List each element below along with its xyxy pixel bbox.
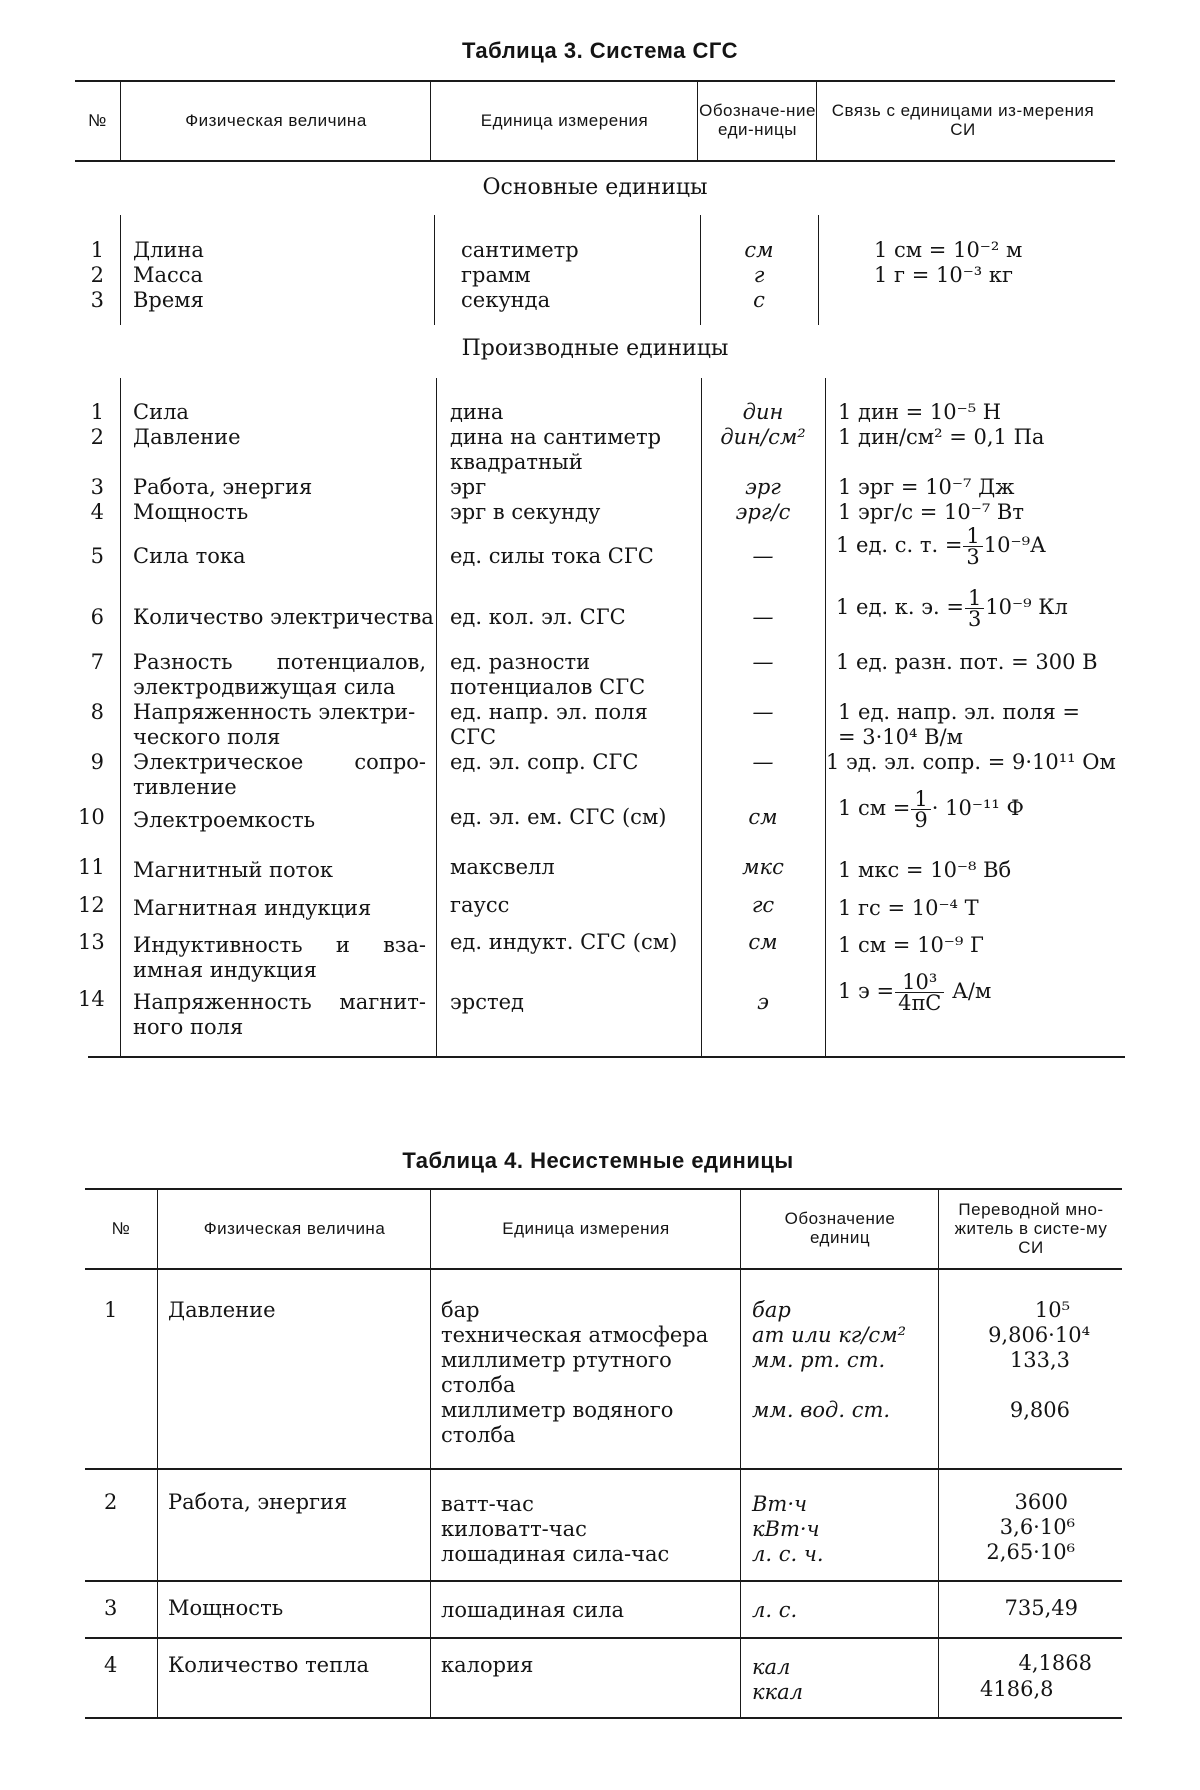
table3-derived-divider xyxy=(436,378,437,1056)
derived-row-quantity: ного поля xyxy=(133,1015,244,1039)
derived-row-num: 8 xyxy=(90,700,104,724)
si-numerator: 1 xyxy=(967,586,982,610)
table4-factor-line: 3600 xyxy=(1014,1490,1068,1514)
table4-row-quantity: Работа, энергия xyxy=(168,1490,348,1514)
table4-row-num: 1 xyxy=(104,1298,118,1322)
derived-row-num: 4 xyxy=(90,500,104,524)
table4-factor-line: 133,3 xyxy=(1009,1348,1070,1372)
derived-row-num: 5 xyxy=(90,544,104,568)
table4-symbol-line: ккал xyxy=(752,1680,803,1704)
derived-row-num: 13 xyxy=(78,930,105,954)
derived-row-si: 1 дин/см² = 0,1 Па xyxy=(838,425,1045,449)
derived-row-unit: эрг xyxy=(450,475,487,499)
derived-row-unit: ед. напр. эл. поля xyxy=(450,700,648,724)
si-denominator: 9 xyxy=(911,809,930,830)
table4-header-divider xyxy=(430,1188,431,1268)
derived-row-quantity: Индуктивность и вза- xyxy=(133,933,426,957)
table4-divider xyxy=(938,1468,939,1580)
derived-row-symbol: э xyxy=(757,990,769,1014)
derived-row-unit: максвелл xyxy=(450,855,555,879)
table4-header-divider xyxy=(157,1188,158,1268)
derived-row-quantity: Количество электричества xyxy=(133,605,434,629)
derived-row-symbol: эрг xyxy=(745,475,781,499)
derived-row-si xyxy=(836,526,1046,567)
si-numerator: 1 xyxy=(914,787,928,811)
table3-header-rule xyxy=(75,160,1115,162)
derived-row-quantity: Электроемкость xyxy=(133,808,316,832)
derived-row-si xyxy=(838,972,991,1013)
table4-unit-line: лошадиная сила xyxy=(441,1598,625,1622)
si-suffix: · 10⁻¹¹ Ф xyxy=(931,796,1024,820)
derived-row-symbol: — xyxy=(752,750,774,774)
table4-group-rule xyxy=(85,1580,1122,1582)
table4-divider xyxy=(740,1637,741,1717)
table4-header-symbol: Обозначение единиц xyxy=(784,1209,896,1247)
table4-row-quantity: Мощность xyxy=(168,1596,284,1620)
table4-title: Таблица 4. Несистемные единицы xyxy=(402,1148,794,1173)
table4-divider xyxy=(157,1468,158,1580)
table4-divider xyxy=(740,1268,741,1468)
table4-group-rule xyxy=(85,1637,1122,1639)
derived-row-symbol: см xyxy=(748,930,778,954)
si-suffix: А/м xyxy=(952,979,992,1003)
derived-row-unit: ед. силы тока СГС xyxy=(450,544,654,568)
table4-header-rule xyxy=(85,1268,1122,1270)
derived-row-symbol: см xyxy=(748,805,778,829)
table4-unit-line: калория xyxy=(441,1653,534,1677)
table4-header-quantity: Физическая величина xyxy=(203,1218,386,1238)
table4-divider xyxy=(938,1268,939,1468)
base-row-quantity: Время xyxy=(133,288,204,312)
derived-row-unit: ед. эл. ем. СГС (см) xyxy=(450,805,667,829)
derived-row-unit: потенциалов СГС xyxy=(450,675,646,699)
derived-row-quantity: Напряженность электри- xyxy=(133,700,416,724)
derived-row-unit: квадратный xyxy=(450,450,583,474)
table4-symbol-line: мм. рт. ст. xyxy=(752,1348,886,1372)
table4-symbol-line: л. с. xyxy=(752,1598,798,1622)
table4-row-quantity: Количество тепла xyxy=(168,1653,369,1677)
table4-divider xyxy=(938,1637,939,1717)
derived-row-quantity: тивление xyxy=(133,775,237,799)
derived-row-unit: эрг в секунду xyxy=(450,500,601,524)
derived-row-si xyxy=(838,789,1024,830)
derived-row-si: 1 мкс = 10⁻⁸ Вб xyxy=(838,858,1012,882)
table3-base-divider xyxy=(434,215,435,325)
table4-divider xyxy=(740,1580,741,1637)
derived-row-quantity: Сила xyxy=(133,400,189,424)
base-row-symbol: с xyxy=(753,288,765,312)
si-prefix: 1 ед. к. э. = xyxy=(836,595,964,619)
table4-row-quantity: Давление xyxy=(168,1298,276,1322)
base-row-quantity: Длина xyxy=(133,238,204,262)
derived-row-num: 12 xyxy=(78,893,105,917)
table4-header-factor: Переводной мно-житель в систе-му СИ xyxy=(954,1199,1108,1257)
table4-symbol-line: ат или кг/см² xyxy=(752,1323,907,1347)
derived-row-quantity: ческого поля xyxy=(133,725,281,749)
table4-unit-line: техническая атмосфера xyxy=(441,1323,709,1347)
si-fraction xyxy=(895,972,944,1013)
derived-row-symbol: эрг/с xyxy=(735,500,791,524)
table4-factor-line: 9,806 xyxy=(1009,1398,1070,1422)
si-fraction xyxy=(911,789,930,830)
table4-group-rule xyxy=(85,1468,1122,1470)
si-suffix: 10⁻⁹ Кл xyxy=(985,595,1068,619)
table3-header-quantity: Физическая величина xyxy=(185,110,367,130)
table4-unit-line: миллиметр водяного xyxy=(441,1398,674,1422)
table4-symbol-line: л. с. ч. xyxy=(752,1542,824,1566)
table4-factor-line: 4,1868 xyxy=(1018,1651,1092,1675)
derived-row-unit: ед. эл. сопр. СГС xyxy=(450,750,639,774)
derived-row-si: 1 гс = 10⁻⁴ Т xyxy=(838,896,979,920)
table4-unit-line: лошадиная сила-час xyxy=(441,1542,670,1566)
table3-title: Таблица 3. Система СГС xyxy=(462,38,738,63)
section-derived-units: Производные единицы xyxy=(461,336,729,361)
derived-row-si: 1 ед. разн. пот. = 300 В xyxy=(836,650,1098,674)
base-row-si: 1 см = 10⁻² м xyxy=(874,238,1023,262)
table3-base-divider xyxy=(818,215,819,325)
table3-header-divider xyxy=(120,80,121,160)
table4-symbol-line: кВт·ч xyxy=(752,1517,820,1541)
table4-unit-line: столба xyxy=(441,1423,516,1447)
table4-divider xyxy=(430,1268,431,1468)
derived-row-si: 1 эд. эл. сопр. = 9·10¹¹ Ом xyxy=(826,750,1116,774)
table4-row-num: 3 xyxy=(104,1596,118,1620)
derived-row-symbol: дин xyxy=(742,400,784,424)
si-denominator: 3 xyxy=(963,546,982,567)
table4-divider xyxy=(157,1580,158,1637)
table4-divider xyxy=(938,1580,939,1637)
derived-row-quantity: Давление xyxy=(133,425,241,449)
derived-row-num: 3 xyxy=(90,475,104,499)
table3-header-si: Связь с единицами из-мерения СИ xyxy=(831,101,1095,139)
derived-row-si: 1 эрг/с = 10⁻⁷ Вт xyxy=(838,500,1024,524)
table4-header-num: № xyxy=(111,1218,131,1238)
derived-row-num: 14 xyxy=(78,987,105,1011)
derived-row-quantity: Напряженность магнит- xyxy=(133,990,426,1014)
table4-factor-line: 9,806·10⁴ xyxy=(988,1323,1090,1347)
si-fraction xyxy=(965,588,984,629)
table3-header-divider xyxy=(697,80,698,160)
table3-derived-divider xyxy=(120,378,121,1056)
table4-divider xyxy=(430,1580,431,1637)
table4-symbol-line: Вт·ч xyxy=(752,1492,808,1516)
base-row-symbol: см xyxy=(744,238,774,262)
table4-row-num: 2 xyxy=(104,1490,118,1514)
derived-row-quantity: Мощность xyxy=(133,500,249,524)
table4-symbol-line: бар xyxy=(752,1298,791,1322)
table4-divider xyxy=(157,1637,158,1717)
derived-row-quantity: Электрическое сопро- xyxy=(133,750,426,774)
table4-unit-line: ватт-час xyxy=(441,1492,534,1516)
table4-factor-line: 3,6·10⁶ xyxy=(999,1515,1075,1539)
derived-row-unit: гаусс xyxy=(450,893,510,917)
derived-row-num: 1 xyxy=(90,400,104,424)
derived-row-quantity: Магнитная индукция xyxy=(133,896,372,920)
derived-row-symbol: — xyxy=(752,650,774,674)
si-suffix: 10⁻⁹А xyxy=(983,533,1046,557)
table4-bottom-rule xyxy=(85,1717,1122,1719)
table4-row-num: 4 xyxy=(104,1653,118,1677)
table4-symbol-line: мм. вод. ст. xyxy=(752,1398,891,1422)
derived-row-symbol: — xyxy=(752,544,774,568)
table4-unit-line: бар xyxy=(441,1298,480,1322)
table4-divider xyxy=(430,1637,431,1717)
si-prefix: 1 см = xyxy=(838,796,911,820)
table4-unit-line: столба xyxy=(441,1373,516,1397)
table3-header-num: № xyxy=(88,110,107,130)
table4-header-unit: Единица измерения xyxy=(502,1218,670,1238)
table3-bottom-rule xyxy=(88,1056,1125,1058)
table3-derived-divider xyxy=(825,378,826,1056)
section-base-units: Основные единицы xyxy=(482,175,708,200)
table3-header-divider xyxy=(816,80,817,160)
base-row-unit: сантиметр xyxy=(461,238,579,262)
table3-header-symbol: Обозначе-ние еди-ницы xyxy=(699,101,816,139)
derived-row-unit: ед. индукт. СГС (см) xyxy=(450,930,678,954)
derived-row-quantity: имная индукция xyxy=(133,958,317,982)
derived-row-symbol: — xyxy=(752,700,774,724)
base-row-num: 3 xyxy=(90,288,104,312)
table4-divider xyxy=(430,1468,431,1580)
derived-row-quantity: Разность потенциалов, xyxy=(133,650,426,674)
derived-row-num: 11 xyxy=(78,855,105,879)
derived-row-symbol: мкс xyxy=(742,855,784,879)
table4-factor-line: 2,65·10⁶ xyxy=(986,1540,1075,1564)
base-row-symbol: г xyxy=(753,263,765,287)
table4-header-divider xyxy=(938,1188,939,1268)
base-row-num: 2 xyxy=(90,263,104,287)
derived-row-quantity: Сила тока xyxy=(133,544,246,568)
derived-row-si: 1 см = 10⁻⁹ Г xyxy=(838,933,984,957)
si-numerator: 10³ xyxy=(902,970,938,994)
derived-row-num: 6 xyxy=(90,605,104,629)
derived-row-unit: СГС xyxy=(450,725,497,749)
table4-unit-line: киловатт-час xyxy=(441,1517,587,1541)
si-numerator: 1 xyxy=(966,524,980,548)
si-denominator: 4πC xyxy=(895,992,944,1013)
table4-factor-line: 4186,8 xyxy=(980,1677,1054,1701)
base-row-si: 1 г = 10⁻³ кг xyxy=(874,263,1014,287)
derived-row-unit: дина xyxy=(450,400,504,424)
derived-row-si: 1 ед. напр. эл. поля = xyxy=(838,700,1081,724)
table4-factor-line: 10⁵ xyxy=(1034,1298,1070,1322)
derived-row-unit: ед. кол. эл. СГС xyxy=(450,605,626,629)
table4-header-divider xyxy=(740,1188,741,1268)
derived-row-unit: эрстед xyxy=(450,990,524,1014)
table3-header-unit: Единица измерения xyxy=(480,110,649,130)
base-row-quantity: Масса xyxy=(133,263,204,287)
table4-factor-line: 735,49 xyxy=(1004,1596,1078,1620)
table3-header-divider xyxy=(430,80,431,160)
table4-symbol-line: кал xyxy=(752,1655,791,1679)
si-fraction xyxy=(963,526,982,567)
derived-row-si: 1 дин = 10⁻⁵ Н xyxy=(838,400,1002,424)
base-row-unit: грамм xyxy=(461,263,531,287)
base-row-num: 1 xyxy=(90,238,104,262)
derived-row-quantity: электродвижущая сила xyxy=(133,675,396,699)
derived-row-si: = 3·10⁴ В/м xyxy=(838,725,963,749)
derived-row-symbol: дин/см² xyxy=(720,425,806,449)
table3-base-divider xyxy=(120,215,121,325)
derived-row-quantity: Работа, энергия xyxy=(133,475,313,499)
derived-row-symbol: гс xyxy=(751,893,775,917)
derived-row-quantity: Магнитный поток xyxy=(133,858,334,882)
table4-unit-line: миллиметр ртутного xyxy=(441,1348,672,1372)
derived-row-num: 9 xyxy=(90,750,104,774)
derived-row-num: 2 xyxy=(90,425,104,449)
si-prefix: 1 э = xyxy=(838,979,895,1003)
derived-row-unit: дина на сантиметр xyxy=(450,425,662,449)
si-prefix: 1 ед. с. т. = xyxy=(836,533,963,557)
derived-row-num: 7 xyxy=(90,650,104,674)
si-denominator: 3 xyxy=(965,608,984,629)
table4-divider xyxy=(740,1468,741,1580)
derived-row-unit: ед. разности xyxy=(450,650,591,674)
base-row-unit: секунда xyxy=(461,288,551,312)
derived-row-num: 10 xyxy=(78,805,105,829)
derived-row-si: 1 эрг = 10⁻⁷ Дж xyxy=(838,475,1015,499)
derived-row-si xyxy=(836,588,1068,629)
table4-divider xyxy=(157,1268,158,1468)
derived-row-symbol: — xyxy=(752,605,774,629)
